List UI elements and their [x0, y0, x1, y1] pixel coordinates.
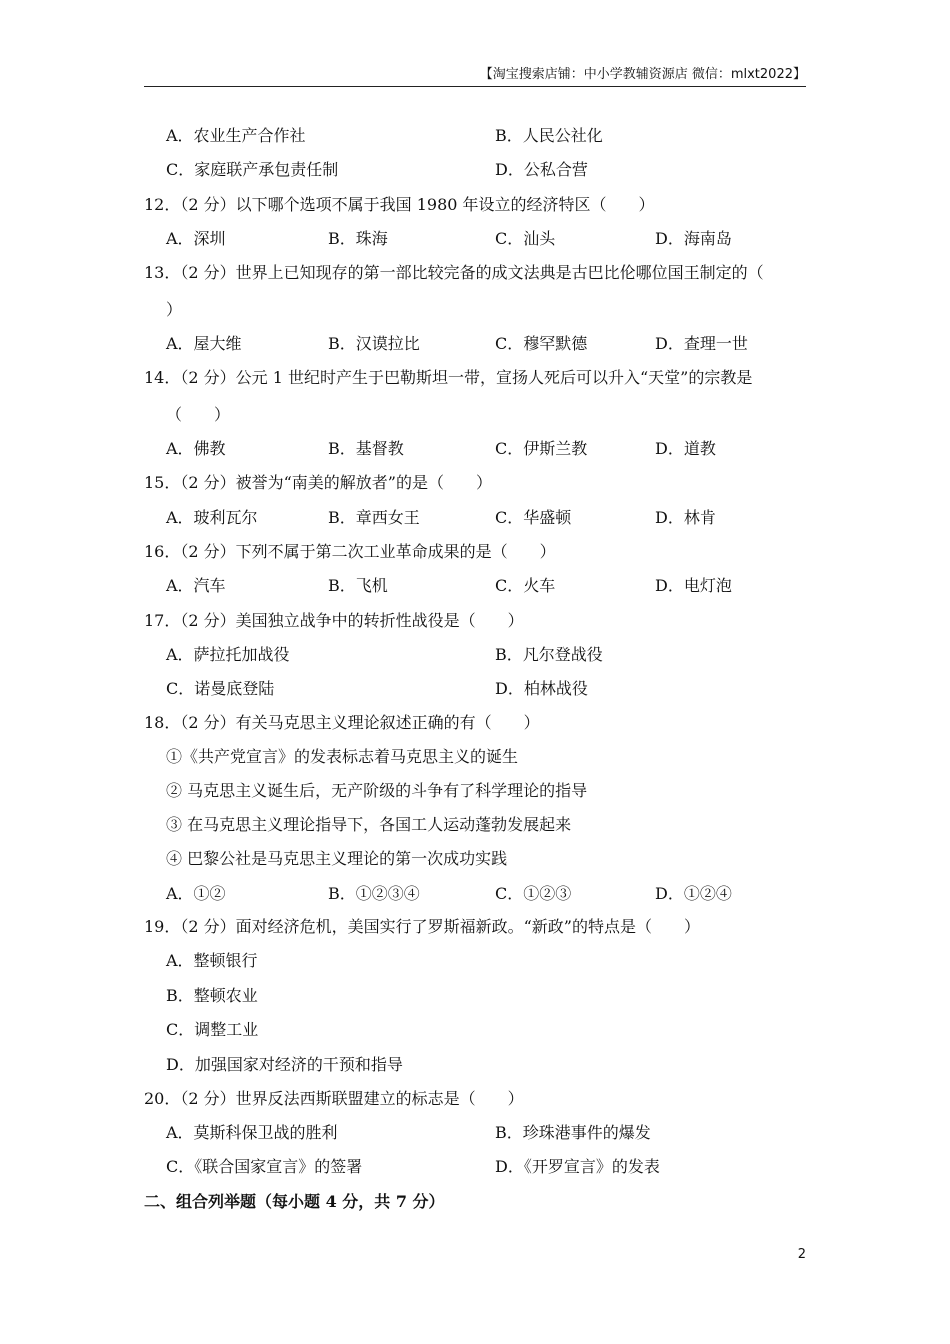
q20-stem: 20．（2 分）世界反法西斯联盟建立的标志是（ ）	[144, 1089, 524, 1108]
q12-option-a: A．深圳	[166, 229, 226, 248]
q19-stem: 19．（2 分）面对经济危机，美国实行了罗斯福新政。“新政”的特点是（ ）	[144, 917, 700, 936]
q13-stem-continuation: ）	[166, 300, 183, 319]
q14-option-a: A．佛教	[166, 439, 226, 458]
q18-statement-2: ② 马克思主义诞生后，无产阶级的斗争有了科学理论的指导	[166, 781, 588, 800]
q13-option-c: C．穆罕默德	[495, 334, 588, 353]
q14-option-d: D．道教	[655, 439, 716, 458]
q14-stem-continuation: （ ）	[166, 405, 231, 424]
q18-option-c: C．①②③	[495, 884, 572, 903]
q16-option-d: D．电灯泡	[655, 576, 732, 595]
q19-option-d: D．加强国家对经济的干预和指导	[166, 1055, 403, 1074]
q14-option-c: C．伊斯兰教	[495, 439, 588, 458]
q15-option-c: C．华盛顿	[495, 508, 572, 527]
q18-stem: 18．（2 分）有关马克思主义理论叙述正确的有（ ）	[144, 713, 540, 732]
page-header: 【淘宝搜索店铺：中小学教辅资源店 微信：mlxt2022】	[479, 67, 806, 82]
page-number: 2	[797, 1247, 806, 1262]
q12-option-d: D．海南岛	[655, 229, 732, 248]
q17-option-b: B．凡尔登战役	[495, 645, 603, 664]
q12-stem: 12．（2 分）以下哪个选项不属于我国 1980 年设立的经济特区（ ）	[144, 195, 655, 214]
q18-statement-4: ④ 巴黎公社是马克思主义理论的第一次成功实践	[166, 849, 508, 868]
q16-stem: 16．（2 分）下列不属于第二次工业革命成果的是（ ）	[144, 542, 556, 561]
q13-option-b: B．汉谟拉比	[328, 334, 420, 353]
q17-option-a: A．萨拉托加战役	[166, 645, 290, 664]
q20-option-c: C．《联合国家宣言》的签署	[166, 1157, 363, 1176]
q11-option-d: D．公私合营	[495, 160, 588, 179]
q12-option-c: C．汕头	[495, 229, 556, 248]
q16-option-a: A．汽车	[166, 576, 226, 595]
q14-stem: 14．（2 分）公元 1 世纪时产生于巴勒斯坦一带，宣扬人死后可以升入“天堂”的宗教是	[144, 368, 753, 387]
q16-option-b: B．飞机	[328, 576, 388, 595]
q11-option-c: C．家庭联产承包责任制	[166, 160, 339, 179]
q19-option-c: C．调整工业	[166, 1020, 259, 1039]
q17-stem: 17．（2 分）美国独立战争中的转折性战役是（ ）	[144, 611, 524, 630]
q17-option-c: C．诺曼底登陆	[166, 679, 275, 698]
q13-stem: 13．（2 分）世界上已知现存的第一部比较完备的成文法典是古巴比伦哪位国王制定的（	[144, 263, 764, 282]
q15-option-a: A．玻利瓦尔	[166, 508, 258, 527]
q18-option-b: B．①②③④	[328, 884, 420, 903]
q15-option-d: D．林肯	[655, 508, 716, 527]
q18-option-a: A．①②	[166, 884, 226, 903]
q20-option-b: B．珍珠港事件的爆发	[495, 1123, 651, 1142]
q15-option-b: B．章西女王	[328, 508, 420, 527]
q18-statement-1: ①《共产党宣言》的发表标志着马克思主义的诞生	[166, 747, 519, 766]
q20-option-a: A．莫斯科保卫战的胜利	[166, 1123, 338, 1142]
q18-option-d: D．①②④	[655, 884, 732, 903]
section-2-title: 二、组合列举题（每小题 4 分，共 7 分）	[144, 1192, 445, 1211]
q19-option-b: B．整顿农业	[166, 986, 258, 1005]
q11-option-a: A．农业生产合作社	[166, 126, 306, 145]
q13-option-d: D．查理一世	[655, 334, 748, 353]
q20-option-d: D．《开罗宣言》的发表	[495, 1157, 660, 1176]
q11-option-b: B．人民公社化	[495, 126, 603, 145]
q13-option-a: A．屋大维	[166, 334, 242, 353]
header-divider	[144, 86, 806, 87]
q12-option-b: B．珠海	[328, 229, 388, 248]
q16-option-c: C．火车	[495, 576, 556, 595]
q18-statement-3: ③ 在马克思主义理论指导下，各国工人运动蓬勃发展起来	[166, 815, 572, 834]
q19-option-a: A．整顿银行	[166, 951, 258, 970]
q17-option-d: D．柏林战役	[495, 679, 588, 698]
q15-stem: 15．（2 分）被誉为“南美的解放者”的是（ ）	[144, 473, 492, 492]
q14-option-b: B．基督教	[328, 439, 404, 458]
